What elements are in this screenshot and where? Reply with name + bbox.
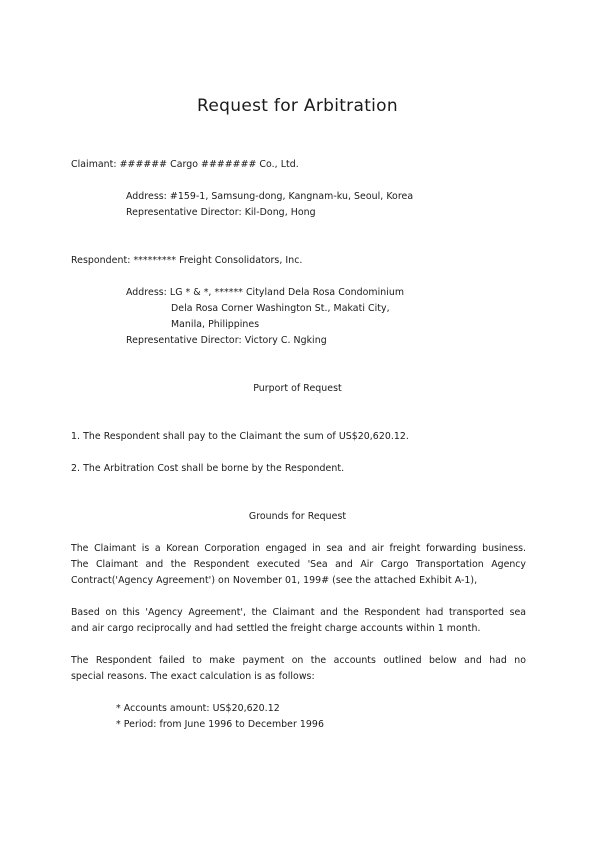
claimant-line: Claimant: ###### Cargo ####### Co., Ltd.	[71, 159, 299, 170]
respondent-line: Respondent: ********* Freight Consolidators, Inc.	[71, 255, 303, 266]
purport-heading: Purport of Request	[253, 383, 342, 394]
grounds-paragraph-1-line-2: The Claimant and the Respondent executed 'Sea and Air Cargo Transportation Agency	[71, 559, 526, 570]
grounds-paragraph-2-line-1: Based on this 'Agency Agreement', the Claimant and the Respondent had transported sea	[71, 607, 526, 618]
grounds-paragraph-2-line-2: and air cargo reciprocally and had settled the freight charge accounts within 1 month.	[71, 623, 481, 634]
purport-item-2: 2. The Arbitration Cost shall be borne by the Respondent.	[71, 463, 345, 474]
claimant-address: Address: #159-1, Samsung-dong, Kangnam-ku, Seoul, Korea	[126, 191, 414, 202]
bullet-accounts-amount: * Accounts amount: US$20,620.12	[116, 703, 280, 714]
respondent-address-line-2: Dela Rosa Corner Washington St., Makati City,	[171, 303, 390, 314]
document-title: Request for Arbitration	[197, 96, 398, 116]
respondent-address-line-3: Manila, Philippines	[171, 319, 260, 330]
grounds-paragraph-3-line-2: special reasons. The exact calculation is as follows:	[71, 671, 315, 682]
purport-item-1: 1. The Respondent shall pay to the Claimant the sum of US$20,620.12.	[71, 431, 409, 442]
grounds-heading: Grounds for Request	[248, 511, 347, 522]
respondent-address-line-1: Address: LG * & *, ****** Cityland Dela Rosa Condominium	[126, 287, 405, 298]
grounds-paragraph-1-line-3: Contract('Agency Agreement') on November 01, 199# (see the attached Exhibit A-1),	[71, 575, 478, 586]
bullet-period: * Period: from June 1996 to December 1996	[116, 719, 324, 730]
claimant-representative: Representative Director: Kil-Dong, Hong	[126, 207, 316, 218]
grounds-paragraph-3-line-1: The Respondent failed to make payment on the accounts outlined below and had no	[71, 655, 526, 666]
grounds-paragraph-1-line-1: The Claimant is a Korean Corporation engaged in sea and air freight forwarding business.	[71, 543, 526, 554]
respondent-representative: Representative Director: Victory C. Ngking	[126, 335, 327, 346]
